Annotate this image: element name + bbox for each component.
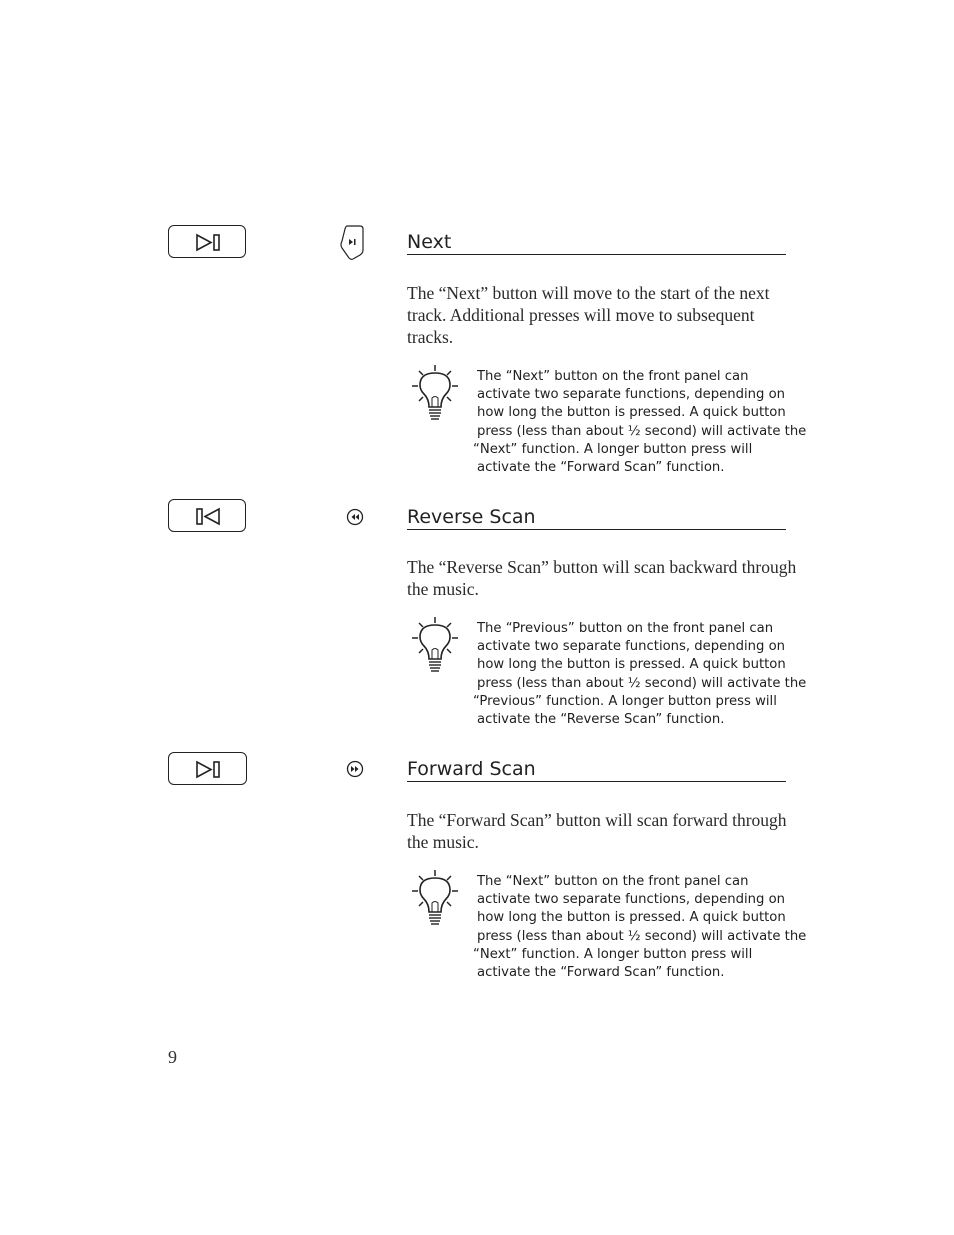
front-panel-next-button <box>168 225 246 258</box>
tip-text <box>473 368 807 477</box>
tip-line: how long the button is pressed. A quick button <box>477 405 786 421</box>
tip-line: “Previous” function. A longer button press will <box>473 693 777 709</box>
tip-line: activate the “Reverse Scan” function. <box>477 712 725 728</box>
section-description: The “Forward Scan” button will scan forward through the music. <box>407 810 787 852</box>
section-title: Next <box>407 231 786 255</box>
tip-line: activate two separate functions, depending on <box>477 639 785 655</box>
tip-line: how long the button is pressed. A quick button <box>477 910 786 926</box>
tip-line: activate the “Forward Scan” function. <box>477 965 725 981</box>
next-track-icon <box>169 753 248 786</box>
lightbulb-icon <box>410 364 460 422</box>
tip-line: press (less than about ½ second) will activate the <box>477 928 807 944</box>
tip-line: The “Previous” button on the front panel can <box>477 621 774 636</box>
section-description: The “Next” button will move to the start of the next track. Additional presses will move to subsequent tracks. <box>407 283 770 347</box>
next-track-icon <box>169 226 247 259</box>
lightbulb-icon <box>410 616 460 674</box>
section-description: The “Reverse Scan” button will scan backward through the music. <box>407 557 797 599</box>
tip-line: activate the “Forward Scan” function. <box>477 460 725 476</box>
tip-text <box>473 620 807 729</box>
tip-line: activate two separate functions, depending on <box>477 892 785 908</box>
page-number: 9 <box>168 1047 177 1067</box>
section-title: Forward Scan <box>407 758 786 782</box>
lightbulb-icon <box>410 869 460 927</box>
tip-line: press (less than about ½ second) will activate the <box>477 423 807 439</box>
section-title: Reverse Scan <box>407 506 786 530</box>
remote-next-icon <box>338 224 366 260</box>
front-panel-previous-button <box>168 499 246 532</box>
tip-line: press (less than about ½ second) will activate the <box>477 675 807 691</box>
remote-forward-scan-icon <box>346 760 364 778</box>
tip-line: “Next” function. A longer button press will <box>473 946 753 962</box>
previous-track-icon <box>169 500 247 533</box>
tip-line: The “Next” button on the front panel can <box>477 874 749 889</box>
tip-line: how long the button is pressed. A quick button <box>477 657 786 673</box>
front-panel-next-button <box>168 752 247 785</box>
tip-line: The “Next” button on the front panel can <box>477 369 749 384</box>
tip-text <box>473 873 807 982</box>
tip-line: activate two separate functions, depending on <box>477 387 785 403</box>
remote-reverse-scan-icon <box>346 508 364 526</box>
tip-line: “Next” function. A longer button press will <box>473 441 753 457</box>
